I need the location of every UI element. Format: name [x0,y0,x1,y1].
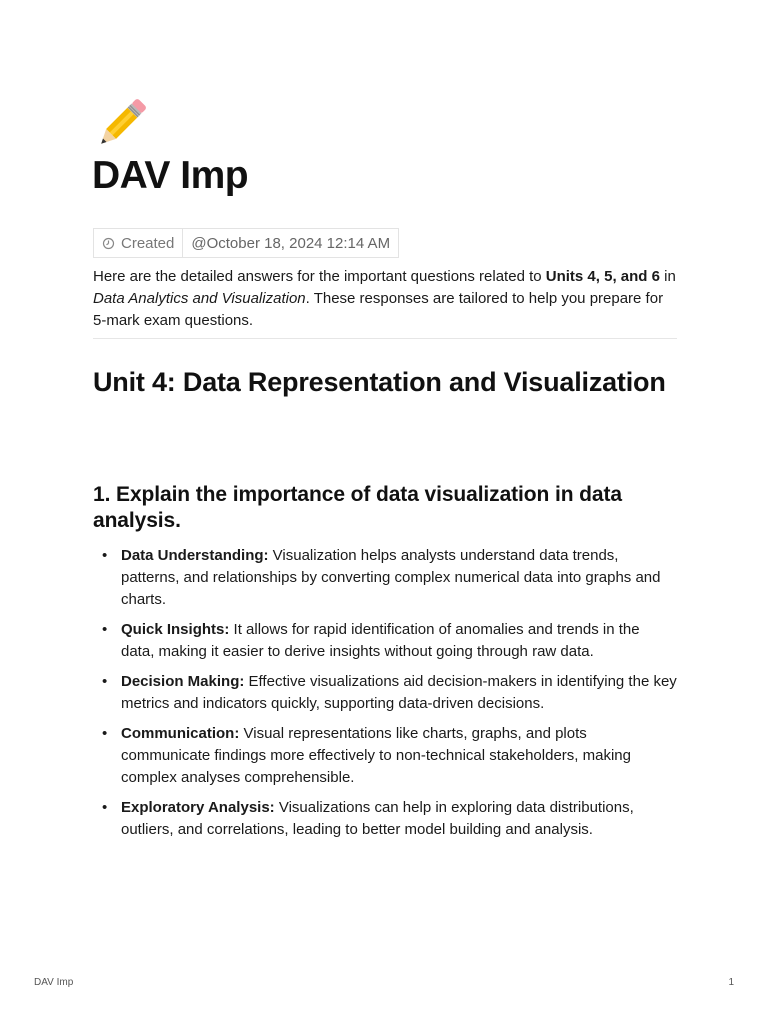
created-property [94,229,183,257]
unit-heading: Unit 4: Data Representation and Visualization [93,367,666,397]
clock-icon [102,237,115,250]
list-item-text: Visualizations can help in exploring data distributions, outliers, and correlations, leading to better model building and analysis. [121,799,634,838]
bullet-icon: • [102,673,108,690]
list-item-term: Decision Making: [121,673,245,690]
list-item-text: It allows for rapid identification of anomalies and trends in the data, making it easier to derive insights without going through raw data. [121,621,640,660]
list-item [93,619,677,663]
list-item-term: Communication: [121,725,240,742]
bullet-icon: • [102,547,108,564]
list-item-term: Exploratory Analysis: [121,799,275,816]
footer-doc-name: DAV Imp [34,977,74,988]
footer-page-number: 1 [728,977,734,988]
list-item-term: Data Understanding: [121,547,269,564]
bullet-icon: • [102,725,108,742]
intro-paragraph [93,266,677,332]
bullet-icon: • [102,799,108,816]
intro-text-2: in [659,268,676,285]
list-item [93,545,677,611]
bullet-list [93,545,677,849]
intro-text-3: . These responses are tailored to help you prepare for 5-mark exam questions. [93,290,664,329]
created-value: @October 18, 2024 12:14 AM [191,234,391,252]
list-item-text: Visual representations like charts, graphs, and plots communicate findings more effectively to non-technical stakeholders, making complex analyses comprehensible. [121,725,631,786]
list-item [93,671,677,715]
divider [93,338,677,339]
intro-text-1: Here are the detailed answers for the important questions related to [93,268,546,285]
bullet-icon: • [102,621,108,638]
pencil-emoji-icon [93,96,149,152]
list-item-text: Visualization helps analysts understand data trends, patterns, and relationships by converting complex numerical data into graphs and charts. [121,547,661,608]
created-label: Created [121,234,175,252]
intro-italic-subject: Data Analytics and Visualization [93,290,306,307]
list-item-term: Quick Insights: [121,621,230,638]
list-item [93,723,677,789]
properties-table [93,228,399,258]
list-item-text: Effective visualizations aid decision-makers in identifying the key metrics and indicators quickly, supporting data-driven decisions. [121,673,677,712]
list-item [93,797,677,841]
page-title: DAV Imp [92,154,249,197]
intro-bold-units: Units 4, 5, and 6 [545,268,660,285]
question-heading: 1. Explain the importance of data visualization in data analysis. [93,483,622,532]
